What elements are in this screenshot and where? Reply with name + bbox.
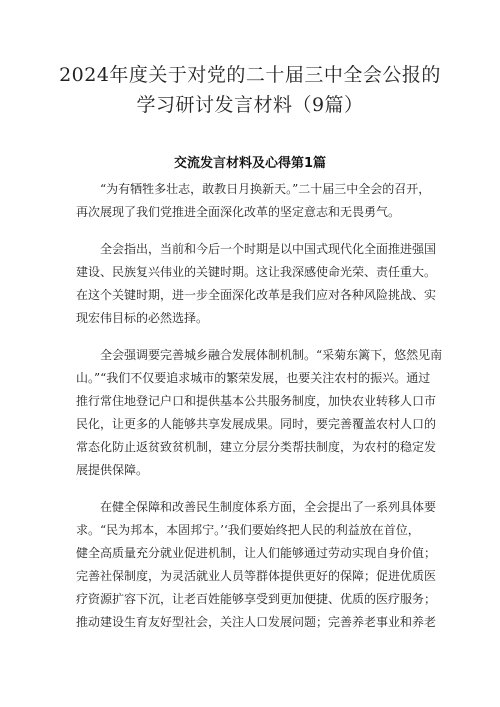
paragraph-line: 山。”“我们不仅要追求城市的繁荣发展，也要关注农村的振兴。通过 [76,371,431,385]
paragraph-line: 建设、民族复兴伟业的关键时期。这让我深感使命光荣、责任重大。 [76,265,437,279]
paragraph-line: 全会指出，当前和今后一个时期是以中国式现代化全面推进强国 [100,242,437,256]
paragraph-line: 求。“民为邦本，本固邦宁。’‘我们要始终把人民的利益放在首位， [76,523,420,537]
paragraph-line: 疗资源扩容下沉，让老百姓能够享受到更加便捷、优质的医疗服务； [76,592,437,606]
paragraph-line: 再次展现了我们党推进全面深化改革的坚定意志和无畏勇气。 [76,205,401,219]
paragraph-1 [76,178,432,224]
paragraph-line: 常态化防止返贫致贫机制，建立分层分类帮扶制度，为农村的稳定发 [76,440,437,454]
paragraph-line: 现宏伟目标的必然选择。 [76,311,209,325]
paragraph-line: 健全高质量充分就业促进机制，让人们能够通过劳动实现自身价值； [76,546,437,560]
paragraph-line: 在健全保障和改善民生制度体系方面，全会提出了一系列具体要 [100,500,437,514]
document-title-line-2: 学习研讨发言材料（9篇） [136,94,364,116]
paragraph-3 [76,344,443,482]
paragraph-line: 展提供保障。 [76,463,149,477]
paragraph-4 [76,496,437,634]
section-title: 交流发言材料及心得第1篇 [173,156,327,171]
paragraph-line: 推行常住地登记户口和提供基本公共服务制度，加快农业转移人口市 [76,394,437,408]
paragraph-line: “为有牺牲多壮志，敢教日月换新天。”二十届三中全会的召开， [100,182,431,196]
paragraph-line: 推动建设生育友好型社会，关注人口发展问题；完善养老事业和养老 [76,615,437,629]
paragraph-line: 民化，让更多的人能够共享发展成果。同时，要完善覆盖农村人口的 [76,417,437,431]
paragraph-line: 全会强调要完善城乡融合发展体制机制。“采菊东篱下，悠然见南 [100,348,443,362]
document-title-line-1: 2024年度关于对党的二十届三中全会公报的 [59,64,441,86]
document-body [76,178,443,648]
paragraph-line: 在这个关键时期，进一步全面深化改革是我们应对各种风险挑战、实 [76,288,437,302]
paragraph-line: 完善社保制度，为灵活就业人员等群体提供更好的保障；促进优质医 [76,569,437,583]
paragraph-2 [76,238,437,330]
